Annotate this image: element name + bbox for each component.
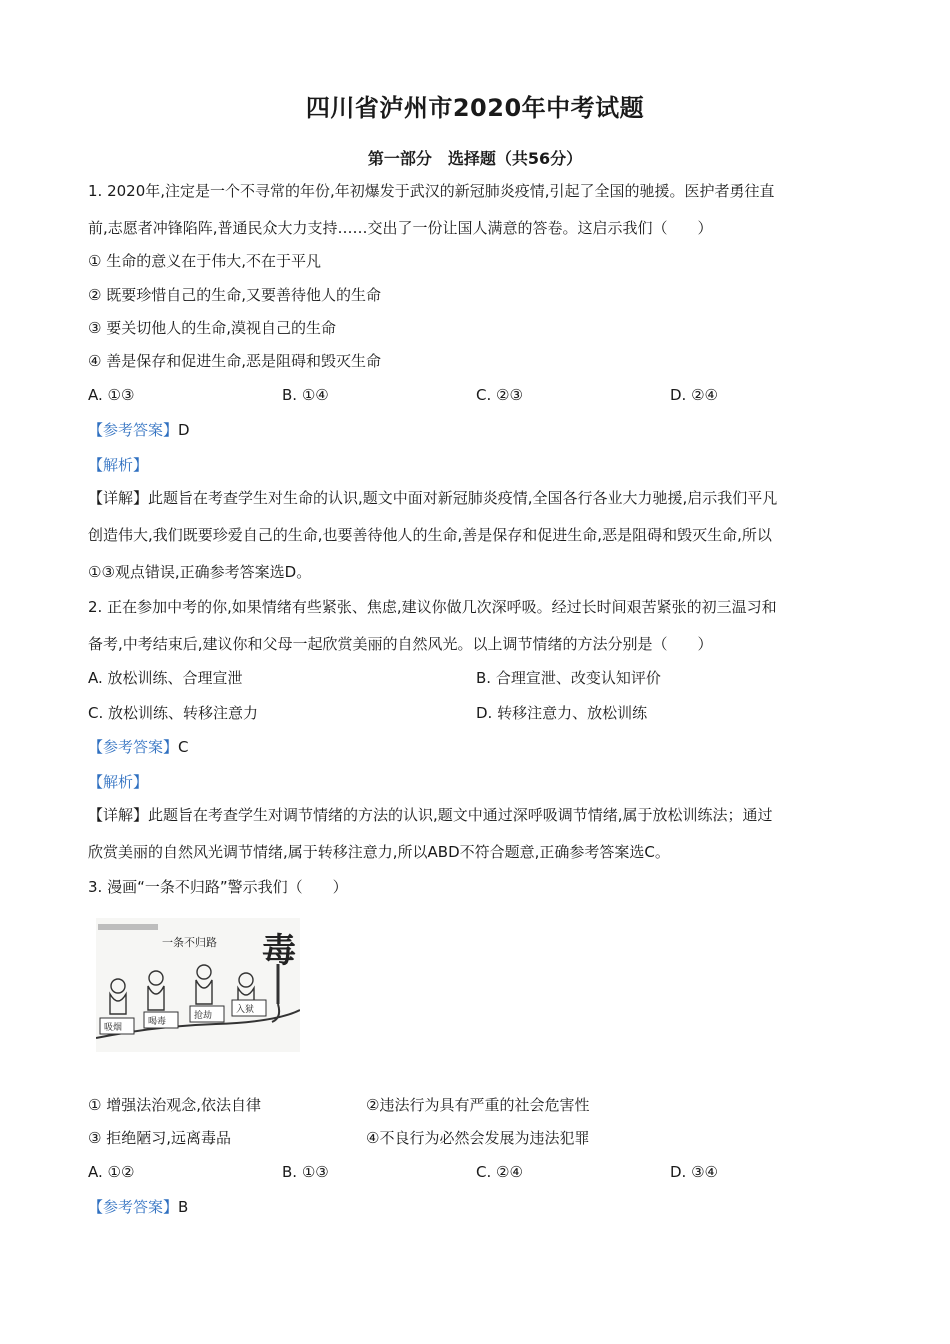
q3-item-4: ④不良行为必然会发展为违法犯罪 [366, 1129, 590, 1147]
answer-label: 【参考答案】 [88, 738, 179, 756]
answer-label: 【参考答案】 [88, 421, 179, 439]
q3-option-b: B. ①③ [282, 1163, 329, 1181]
q1-stem-line-2: 前,志愿者冲锋陷阵,普通民众大力支持……交出了一份让国人满意的答卷。这启示我们（ ） [88, 219, 713, 237]
q2-detail-line-2: 欣赏美丽的自然风光调节情绪,属于转移注意力,所以ABD不符合题意,正确参考答案选C。 [88, 843, 670, 861]
q1-detail-line-2: 创造伟大,我们既要珍爱自己的生命,也要善待他人的生命,善是保存和促进生命,恶是阻碍和毁灭生命,所以 [88, 526, 772, 544]
q1-item-3: ③ 要关切他人的生命,漠视自己的生命 [88, 319, 336, 337]
cartoon-smudge [98, 924, 158, 930]
q3-option-a: A. ①② [88, 1163, 135, 1181]
q3-option-c: C. ②④ [476, 1163, 523, 1181]
q3-option-d: D. ③④ [670, 1163, 718, 1181]
cartoon-image [96, 918, 300, 1052]
q3-stem: 3. 漫画“一条不归路”警示我们（ ） [88, 878, 348, 896]
q1-option-c: C. ②③ [476, 386, 523, 404]
q3-answer-line [88, 1197, 188, 1217]
q2-stem-line-1: 2. 正在参加中考的你,如果情绪有些紧张、焦虑,建议你做几次深呼吸。经过长时间艰苦紧张的初三温习和 [88, 598, 777, 616]
q2-answer-line [88, 737, 189, 757]
q1-option-d: D. ②④ [670, 386, 718, 404]
q2-detail-line-1: 【详解】此题旨在考查学生对调节情绪的方法的认识,题文中通过深呼吸调节情绪,属于放松训练法；通过 [88, 806, 773, 824]
q2-option-b: B. 合理宣泄、改变认知评价 [476, 669, 661, 687]
q1-item-4: ④ 善是保存和促进生命,恶是阻碍和毁灭生命 [88, 352, 381, 370]
q2-stem-line-2: 备考,中考结束后,建议你和父母一起欣赏美丽的自然风光。以上调节情绪的方法分别是（ ） [88, 635, 713, 653]
q3-item-3: ③ 拒绝陋习,远离毒品 [88, 1129, 231, 1147]
q1-stem-line-1: 1. 2020年,注定是一个不寻常的年份,年初爆发于武汉的新冠肺炎疫情,引起了全国的驰援。医护者勇往直 [88, 182, 775, 200]
cartoon-caption: 一条不归路 [162, 936, 217, 949]
q1-item-1: ① 生命的意义在于伟大,不在于平凡 [88, 252, 321, 270]
sign-smoking: 吸烟 [104, 1023, 123, 1033]
q1-answer: D [178, 421, 190, 439]
q2-option-d: D. 转移注意力、放松训练 [476, 704, 648, 722]
q1-option-a: A. ①③ [88, 386, 135, 404]
q2-answer: C [178, 738, 189, 756]
sign-prison: 入狱 [236, 1005, 255, 1015]
q2-option-c: C. 放松训练、转移注意力 [88, 704, 259, 722]
q1-detail-line-3: ①③观点错误,正确参考答案选D。 [88, 563, 312, 581]
page-title: 四川省泸州市2020年中考试题 [305, 94, 645, 122]
q2-analysis-label: 【解析】 [88, 773, 149, 791]
q3-item-2: ②违法行为具有严重的社会危害性 [366, 1096, 590, 1114]
q2-option-a: A. 放松训练、合理宣泄 [88, 669, 243, 687]
q1-answer-line [88, 420, 190, 440]
answer-label: 【参考答案】 [88, 1198, 179, 1216]
q3-answer: B [178, 1198, 189, 1216]
q1-item-2: ② 既要珍惜自己的生命,又要善待他人的生命 [88, 286, 381, 304]
sign-robbery: 抢劫 [194, 1011, 213, 1021]
q1-option-b: B. ①④ [282, 386, 329, 404]
section-heading: 第一部分 选择题（共56分） [367, 149, 583, 168]
q1-analysis-label: 【解析】 [88, 456, 149, 474]
q1-detail-line-1: 【详解】此题旨在考查学生对生命的认识,题文中面对新冠肺炎疫情,全国各行各业大力驰援,启示我们平凡 [88, 489, 778, 507]
poison-character: 毒 [262, 931, 296, 971]
q3-item-1: ① 增强法治观念,依法自律 [88, 1096, 261, 1114]
sign-drugs: 喝毒 [148, 1017, 167, 1027]
